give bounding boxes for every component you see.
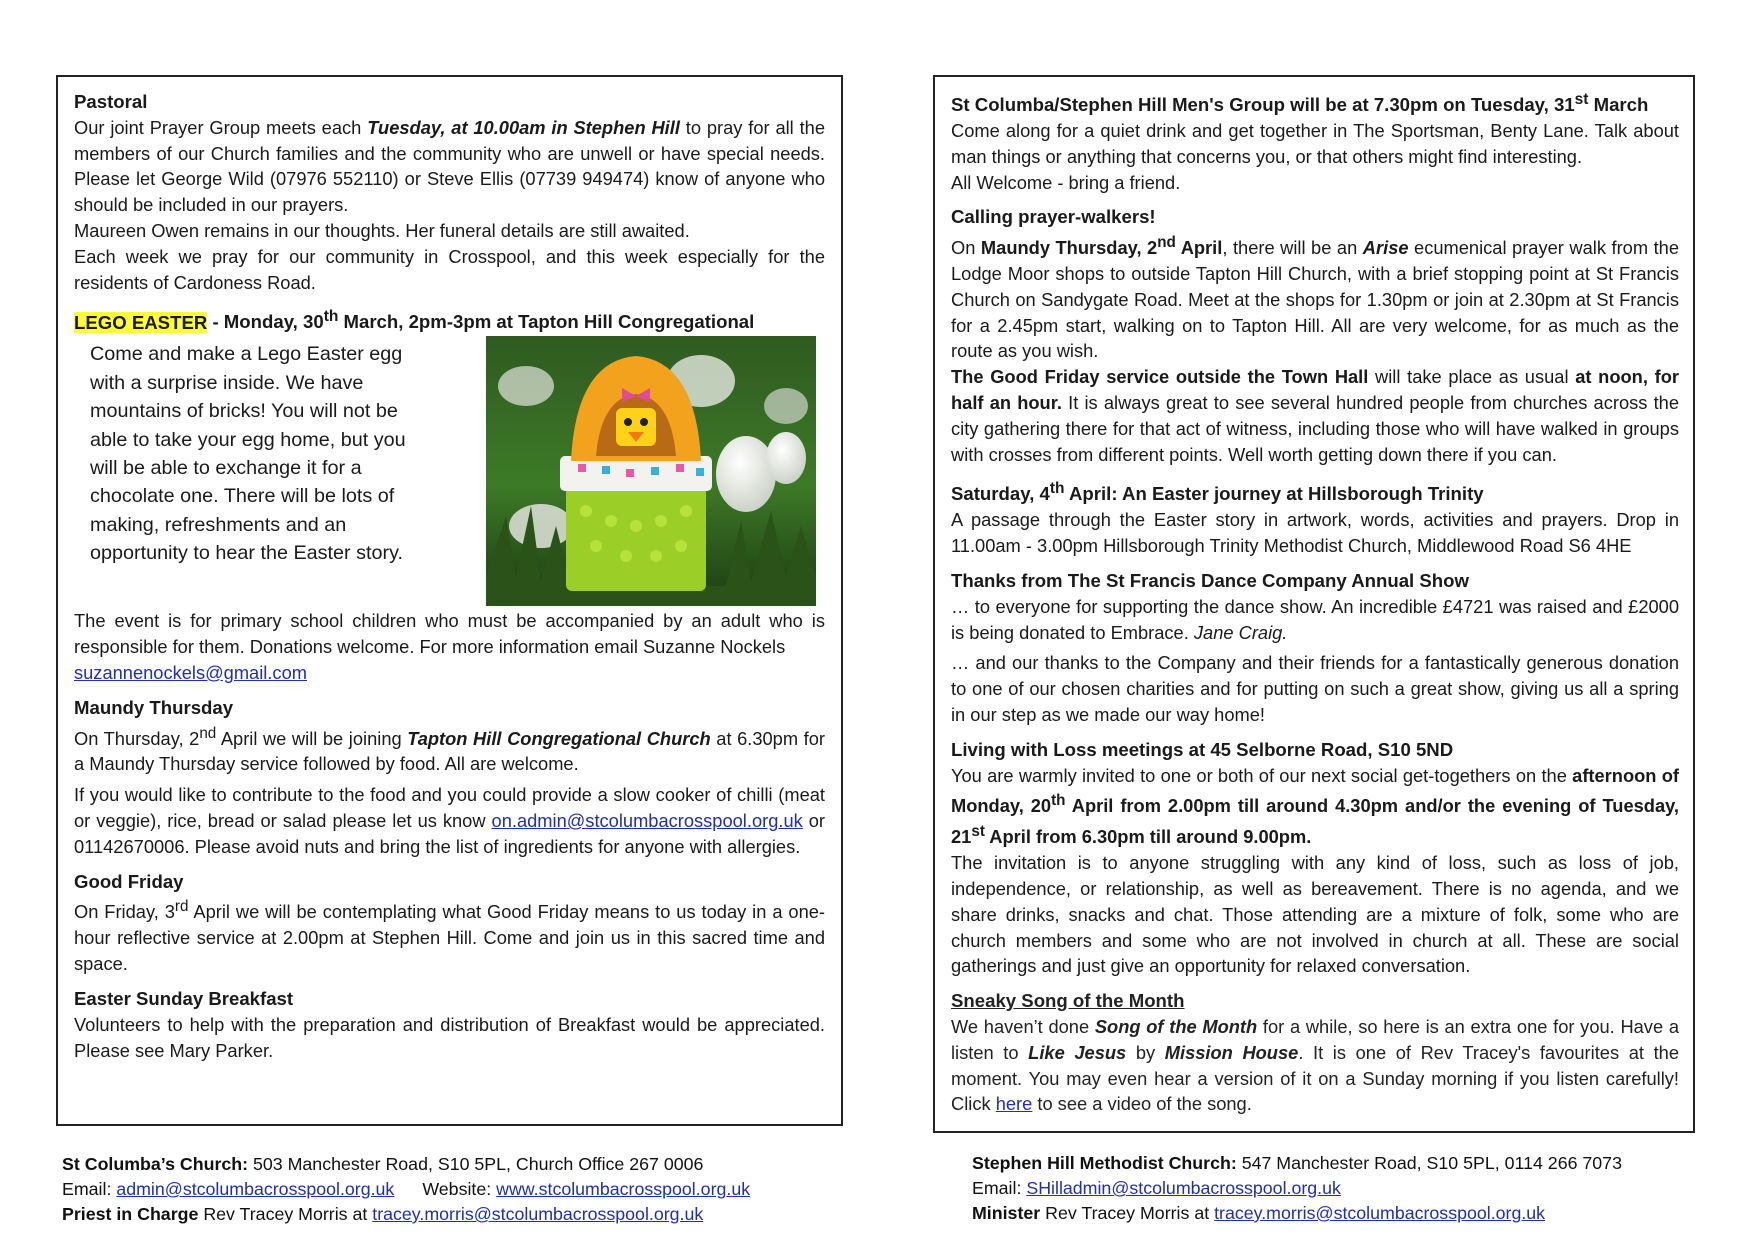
good-friday-text [74,894,825,976]
lego-heading [74,304,825,335]
footer-admin-email-link[interactable]: admin@stcolumbacrosspool.org.uk [116,1179,395,1199]
song-video-link[interactable]: here [995,1093,1033,1115]
text-run: or 01142670006. Please avoid nuts and bring the list of ingredients for anyone with allergies. [74,810,826,857]
text-run: Jane Craig. [1193,621,1288,643]
footer-stephen-hill [972,1151,1622,1226]
lego-egg-photo [486,336,816,606]
text-run: , there will be an [1222,237,1363,259]
text-run: Saturday, 4 [951,483,1050,505]
text-run: April we will be joining [216,727,408,749]
text-run: nd [1157,234,1176,252]
text-run: 547 Manchester Road, S10 5PL, 0114 266 7073 [1236,1153,1622,1173]
loss-heading: Living with Loss meetings at 45 Selborne Road, S10 5ND [951,738,1454,760]
pastoral-maureen: Maureen Owen remains in our thoughts. Her funeral details are still awaited. [74,219,690,241]
footer-right-line2 [972,1176,1622,1201]
pastoral-heading: Pastoral [74,91,148,112]
text-run: Maundy Thursday, 2 [980,237,1158,259]
text-run: Tuesday, at 10.00am in Stephen Hill [367,116,680,138]
footer-left-line2 [62,1177,750,1202]
text-run: … to everyone for supporting the dance show. An incredible £4721 was raised and £2000 is being donated to Embrace. [951,595,1679,643]
text-run: will take place as usual [1368,366,1576,388]
text-run: th [1051,792,1066,810]
text-run: st [971,823,985,841]
footer-left-line1 [62,1152,750,1177]
text-run: by [1126,1041,1165,1063]
text-run: Stephen Hill Methodist Church: [972,1153,1237,1173]
text-run: April we will be contemplating what Good Friday means to us today in a one-hour reflective service at 2.00pm at Stephen Hill. Come and join us in this sacred time and space. [74,901,826,975]
text-run: The event is for primary school children who must be accompanied by an adult who is responsible for them. Donations welcome. For more information email Suzanne Nockels [74,610,825,658]
text-run: th [1049,480,1065,498]
text-run: St Columba’s Church: [62,1154,249,1174]
text-run: Mission House [1164,1041,1299,1063]
dance-heading: Thanks from The St Francis Dance Company Annual Show [951,570,1469,592]
text-run: Like Jesus [1028,1041,1127,1063]
easter-journey-heading [951,476,1679,507]
text-run: We haven’t done [951,1015,1095,1037]
text-run: for a while, so here is an extra one for you. Have a listen to [951,1015,1679,1063]
song-text [951,1014,1679,1117]
text-run: Email: [62,1179,117,1199]
prayer-walk-text [951,230,1679,364]
text-run: On [951,237,981,259]
text-run: On Friday, 3 [74,901,175,923]
footer-shill-email-link[interactable]: SHilladmin@stcolumbacrosspool.org.uk [1026,1178,1341,1198]
text-run: It is always great to see several hundred people from churches across the city gathering there for that act of witness, including those who will have walked in groups with crosses from different points. Well worth getting down there if you can. [951,392,1680,465]
prayer-walk-heading: Calling prayer-walkers! [951,206,1156,228]
text-run: Minister [972,1203,1041,1223]
text-run: - Monday, 30 [207,311,324,333]
left-column [56,75,843,1126]
loss-description: The invitation is to anyone struggling with any kind of loss, such as loss of job, independence, or relationship, as well as bereavement. There is no agenda, and we share drinks, snacks and chat. Those attending are a mixture of folk, some who are church members and some who are not involved in church at all. These are social gatherings and just give an opportunity for relaxed conversation. [951,852,1679,977]
mens-group-welcome: All Welcome - bring a friend. [951,171,1181,193]
right-column [933,75,1695,1133]
suzanne-email-link[interactable]: suzannenockels@gmail.com [74,661,307,683]
text-run: at 6.30pm for a Maundy Thursday service followed by food. All are welcome. [74,727,825,775]
footer-right-line1 [972,1151,1622,1176]
text-run: Rev Tracey Morris at [198,1204,373,1224]
text-run: If you would like to contribute to the food and you could provide a slow cooker of chilli (meat or veggie), rice, bread or salad please let us know [74,784,825,832]
text-run: March [1588,94,1649,116]
breakfast-heading: Easter Sunday Breakfast [74,987,294,1009]
town-hall-text [951,364,1679,467]
text-run: 503 Manchester Road, S10 5PL, Church Office 267 0006 [248,1154,704,1174]
pastoral-prayer-group [74,115,825,218]
text-run: Rev Tracey Morris at [1040,1203,1215,1223]
text-run: Priest in Charge [62,1204,199,1224]
good-friday-heading: Good Friday [74,870,184,892]
dance-company-thanks: … and our thanks to the Company and their friends for a fantastically generous donation to one of our chosen charities and for putting on such a great show, giving us all a spring in our step as we made our way home! [951,652,1679,725]
text-run: You are warmly invited to one or both of our next social get-togethers on the [951,764,1573,786]
footer-st-columba [62,1152,750,1227]
text-run: April [1175,237,1223,259]
footer-website-link[interactable]: www.stcolumbacrosspool.org.uk [496,1179,751,1199]
song-heading: Sneaky Song of the Month [951,990,1185,1012]
maundy-food [74,782,825,859]
text-run: rd [174,898,189,916]
text-run: St Columba/Stephen Hill Men's Group will be at 7.30pm on Tuesday, 31 [951,94,1575,116]
text-run: The Good Friday service outside the Town Hall [951,366,1369,388]
text-run: Email: [972,1178,1027,1198]
loss-invite [951,763,1679,851]
text-run: On Thursday, 2 [74,727,200,749]
mens-group-heading [951,87,1679,118]
lego-block [74,336,825,608]
footer-priest-email-link[interactable]: tracey.morris@stcolumbacrosspool.org.uk [372,1204,704,1224]
easter-journey-text: A passage through the Easter story in artwork, words, activities and prayers. Drop in 11.00am - 3.00pm Hillsborough Trinity Methodist Church, Middlewood Road S6 4HE [951,509,1679,557]
footer-left-line3 [62,1202,750,1227]
text-run: Our joint Prayer Group meets each [74,116,368,138]
text-run: Website: [422,1179,497,1199]
text-run: at noon, for half an hour. [951,366,1679,414]
text-run: March, 2pm-3pm at Tapton Hill Congregational [338,311,755,333]
office-email-link[interactable]: on.admin@stcolumbacrosspool.org.uk [491,810,803,832]
text-run: afternoon of Monday, 20 [951,764,1679,817]
text-run: Arise [1362,237,1409,259]
text-run: April from 6.30pm till around 9.00pm. [984,826,1312,848]
footer-minister-email-link[interactable]: tracey.morris@stcolumbacrosspool.org.uk [1214,1203,1546,1223]
text-run: th [323,308,339,326]
text-run: April from 2.00pm till around 4.30pm and/or the evening of Tuesday, 21 [951,795,1679,848]
text-run: st [1574,91,1589,108]
text-run: . It is one of Rev Tracey's favourites at the moment. You may even hear a version of it on a Sunday morning if you listen carefully! Click [951,1041,1679,1115]
footer-right-line3 [972,1201,1622,1226]
text-run: Song of the Month [1094,1015,1258,1037]
text-run: Tapton Hill Congregational Church [407,727,711,749]
lego-intro: Come and make a Lego Easter egg with a surprise inside. We have mountains of bricks! You will not be able to take your egg home, but you will be able to exchange it for a chocolate one. There will be lots of making, refreshments and an opportunity to hear the Easter story. [90,343,406,565]
lego-highlight: LEGO EASTER [74,311,208,333]
lego-body [74,608,825,685]
text-run: to pray for all the members of our Church families and the community who are unwell or have special needs. Please let George Wild (07976 552110) or Steve Ellis (07739 949474) know of anyone who should be included in our prayers. [74,116,825,216]
text-run: to see a video of the song. [1032,1093,1252,1115]
dance-thanks [951,594,1679,646]
song-section [951,988,1679,1117]
pastoral-community: Each week we pray for our community in Crosspool, and this week especially for the residents of Cardoness Road. [74,245,825,293]
maundy-heading: Maundy Thursday [74,696,234,718]
text-run: nd [199,724,217,742]
mens-group-text: Come along for a quiet drink and get together in The Sportsman, Benty Lane. Talk about man things or anything that concerns you, or that others might find interesting. [951,119,1679,167]
breakfast-text: Volunteers to help with the preparation and distribution of Breakfast would be appreciated. Please see Mary Parker. [74,1013,825,1061]
text-run: ecumenical prayer walk from the Lodge Moor shops to outside Tapton Hill Church, with a brief stopping point at St Francis Church on Sandygate Road. Meet at the shops for 1.30pm or join at 2.30pm at St Francis for a 2.45pm start, walking on to Tapton Hill. All are very welcome, for as much as the route as you wish. [951,237,1680,362]
text-run: April: An Easter journey at Hillsborough Trinity [1064,483,1484,505]
maundy-service [74,721,825,778]
